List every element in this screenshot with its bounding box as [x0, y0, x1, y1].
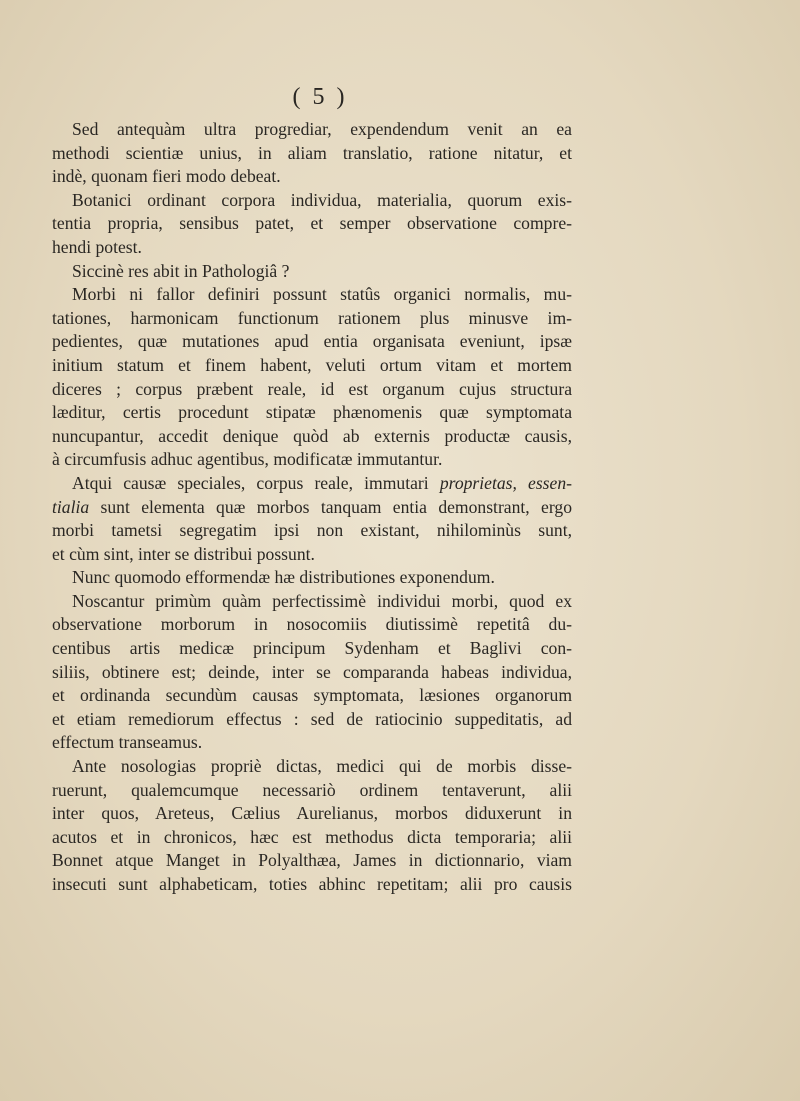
text-line: pedientes, quæ mutationes apud entia organisata eveniunt, ipsæ	[52, 331, 572, 352]
paragraph	[52, 283, 572, 472]
text-line	[52, 472, 572, 496]
text-line	[52, 496, 572, 520]
text-line: indè, quonam fieri modo debeat.	[52, 166, 281, 187]
text-line: tentia propria, sensibus patet, et semper observatione compre-	[52, 213, 572, 234]
paragraph	[52, 755, 572, 897]
text-line: et etiam remediorum effectus : sed de ratiocinio suppeditatis, ad	[52, 708, 572, 729]
text-line: Ante nosologias propriè dictas, medici qui de morbis disse-	[72, 756, 572, 777]
text-line: et ordinanda secundùm causas symptomata, læsiones organorum	[52, 685, 572, 706]
text-line: Nunc quomodo efformendæ hæ distributiones exponendum.	[72, 567, 495, 588]
paragraph	[52, 472, 572, 566]
italic-term: proprietas, essen-	[439, 472, 572, 493]
paragraph	[52, 189, 572, 260]
paragraph	[52, 118, 572, 189]
text-line: methodi scientiæ unius, in aliam translatio, ratione nitatur, et	[52, 142, 572, 163]
text-segment: sunt elementa quæ morbos tanquam entia demonstrant, ergo	[100, 496, 572, 517]
text-line: ruerunt, qualemcumque necessariò ordinem tentaverunt, alii	[52, 779, 572, 800]
text-line: acutos et in chronicos, hæc est methodus dicta temporaria; alii	[52, 826, 572, 847]
text-line: nuncupantur, accedit denique quòd ab externis productæ causis,	[52, 425, 572, 446]
page-number: ( 5 )	[292, 84, 348, 110]
text-line: Noscantur primùm quàm perfectissimè individui morbi, quod ex	[72, 590, 572, 611]
text-line: et cùm sint, inter se distribui possunt.	[52, 543, 315, 564]
text-line: initium statum et finem habent, veluti ortum vitam et mortem	[52, 354, 572, 375]
text-segment: Atqui causæ speciales, corpus reale, immutari	[72, 472, 429, 493]
text-line: à circumfusis adhuc agentibus, modificatæ immutantur.	[52, 449, 443, 470]
text-line: Botanici ordinant corpora individua, materialia, quorum exis-	[72, 189, 572, 210]
text-line: centibus artis medicæ principum Sydenham et Baglivi con-	[52, 638, 572, 659]
text-line: morbi tametsi segregatim ipsi non existant, nihilominùs sunt,	[52, 520, 572, 541]
text-line: inter quos, Areteus, Cælius Aurelianus, morbos diduxerunt in	[52, 803, 572, 824]
text-line: tationes, harmonicam functionum rationem plus minusve im-	[52, 307, 572, 328]
text-line: insecuti sunt alphabeticam, toties abhinc repetitam; alii pro causis	[52, 874, 572, 894]
text-line: hendi potest.	[52, 236, 142, 257]
text-line: Siccinè res abit in Pathologiâ ?	[72, 260, 290, 281]
text-line: Morbi ni fallor definiri possunt statûs organici normalis, mu-	[72, 284, 572, 305]
paragraph	[52, 260, 572, 284]
text-line: Sed antequàm ultra progrediar, expendendum venit an ea	[72, 119, 572, 139]
paragraph	[52, 590, 572, 755]
text-line: siliis, obtinere est; deinde, inter se comparanda habeas individua,	[52, 661, 572, 682]
paragraph	[52, 566, 572, 590]
text-line: observatione morborum in nosocomiis diutissimè repetitâ du-	[52, 614, 572, 635]
text-line: læditur, certis procedunt stipatæ phænomenis quæ symptomata	[52, 402, 572, 423]
text-line: diceres ; corpus præbent reale, id est organum cujus structura	[52, 378, 572, 399]
italic-term: tialia	[52, 496, 90, 517]
body-text	[52, 118, 572, 897]
text-line: effectum transeamus.	[52, 732, 203, 753]
text-line: Bonnet atque Manget in Polyalthæa, James in dictionnario, viam	[52, 850, 572, 871]
